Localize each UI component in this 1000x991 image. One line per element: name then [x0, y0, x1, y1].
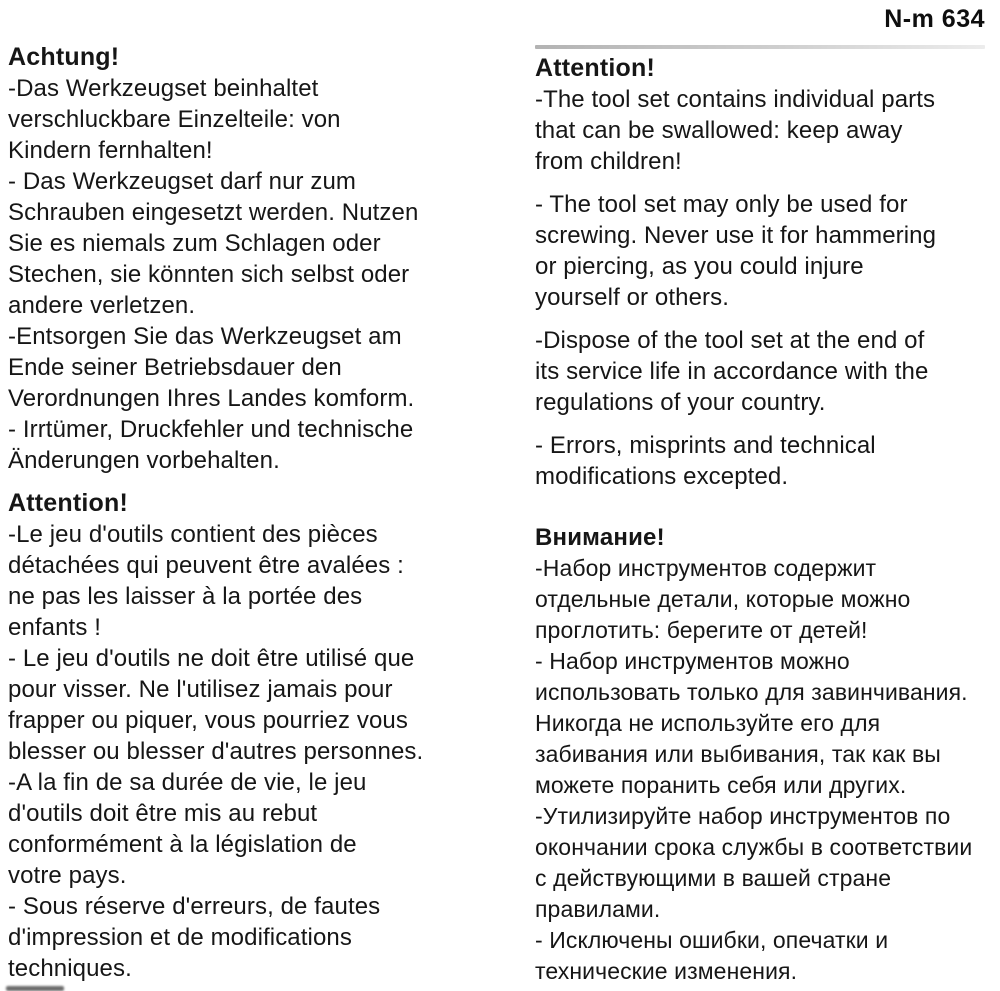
english-heading: Attention!	[535, 54, 656, 82]
text-line: verschluckbare Einzelteile: von	[8, 106, 341, 133]
text-line: -A la fin de sa durée de vie, le jeu	[8, 769, 367, 796]
divider-line	[535, 45, 985, 49]
text-line: -Утилизируйте набор инструментов по	[535, 803, 951, 829]
text-line: Stechen, sie könnten sich selbst oder	[8, 261, 410, 288]
text-line: -Das Werkzeugset beinhaltet	[8, 75, 319, 102]
cropped-text-fragment	[6, 986, 64, 991]
text-line: Kindern fernhalten!	[8, 137, 213, 164]
russian-body	[535, 553, 985, 987]
left-column	[8, 42, 492, 984]
text-line: détachées qui peuvent être avalées :	[8, 552, 404, 579]
russian-heading: Внимание!	[535, 524, 665, 551]
text-line: -Le jeu d'outils contient des pièces	[8, 521, 378, 548]
section-russian	[535, 522, 985, 987]
text-line: d'outils doit être mis au rebut	[8, 800, 318, 827]
text-line: votre pays.	[8, 862, 127, 889]
text-line: techniques.	[8, 955, 132, 982]
text-line: правилами.	[535, 896, 661, 922]
text-line: conformément à la législation de	[8, 831, 357, 858]
text-line: regulations of your country.	[535, 389, 826, 416]
text-line: - Le jeu d'outils ne doit être utilisé que	[8, 645, 415, 672]
text-line: отдельные детали, которые можно	[535, 586, 911, 612]
text-line: that can be swallowed: keep away	[535, 117, 903, 144]
text-line: from children!	[535, 148, 682, 175]
text-line: Schrauben eingesetzt werden. Nutzen	[8, 199, 419, 226]
text-line: можете поранить себя или других.	[535, 772, 907, 798]
text-line: Verordnungen Ihres Landes komform.	[8, 385, 415, 412]
text-line: - Errors, misprints and technical	[535, 432, 876, 459]
text-line: ne pas les laisser à la portée des	[8, 583, 363, 610]
text-line: enfants !	[8, 614, 101, 641]
text-line: blesser ou blesser d'autres personnes.	[8, 738, 424, 765]
text-line: pour visser. Ne l'utilisez jamais pour	[8, 676, 393, 703]
text-line: забивания или выбивания, так как вы	[535, 741, 941, 767]
text-line: проглотить: берегите от детей!	[535, 617, 868, 643]
text-line: frapper ou piquer, vous pourriez vous	[8, 707, 408, 734]
right-column	[535, 6, 985, 987]
text-line: screwing. Never use it for hammering	[535, 222, 937, 249]
section-french	[8, 488, 492, 984]
text-line: технические изменения.	[535, 958, 798, 984]
section-english	[535, 53, 985, 492]
text-line: -Entsorgen Sie das Werkzeugset am	[8, 323, 402, 350]
text-line: - The tool set may only be used for	[535, 191, 908, 218]
text-line: Sie es niemals zum Schlagen oder	[8, 230, 381, 257]
section-german	[8, 42, 492, 476]
text-line: d'impression et de modifications	[8, 924, 352, 951]
french-body	[8, 519, 492, 984]
text-line: - Набор инструментов можно	[535, 648, 850, 674]
german-heading: Achtung!	[8, 43, 120, 71]
text-line: с действующими в вашей стране	[535, 865, 892, 891]
text-line: - Исключены ошибки, опечатки и	[535, 927, 889, 953]
text-line: Ende seiner Betriebsdauer den	[8, 354, 342, 381]
text-line: Никогда не используйте его для	[535, 710, 881, 736]
model-code: N-m 634	[884, 5, 985, 33]
text-line: or piercing, as you could injure	[535, 253, 864, 280]
text-line: Änderungen vorbehalten.	[8, 447, 280, 474]
text-line: окончании срока службы в соответствии	[535, 834, 973, 860]
text-line: использовать только для завинчивания.	[535, 679, 968, 705]
english-paragraph	[535, 84, 985, 177]
text-line: - Irrtümer, Druckfehler und technische	[8, 416, 414, 443]
english-paragraph	[535, 430, 985, 492]
text-line: -Dispose of the tool set at the end of	[535, 327, 925, 354]
text-line: - Das Werkzeugset darf nur zum	[8, 168, 357, 195]
text-line: -The tool set contains individual parts	[535, 86, 936, 113]
text-line: andere verletzen.	[8, 292, 196, 319]
text-line: modifications excepted.	[535, 463, 789, 490]
english-paragraph	[535, 325, 985, 418]
text-line: yourself or others.	[535, 284, 729, 311]
text-line: -Набор инструментов содержит	[535, 555, 877, 581]
text-line: its service life in accordance with the	[535, 358, 929, 385]
text-line: - Sous réserve d'erreurs, de fautes	[8, 893, 381, 920]
english-paragraph	[535, 189, 985, 313]
german-body	[8, 73, 492, 476]
french-heading: Attention!	[8, 489, 129, 517]
